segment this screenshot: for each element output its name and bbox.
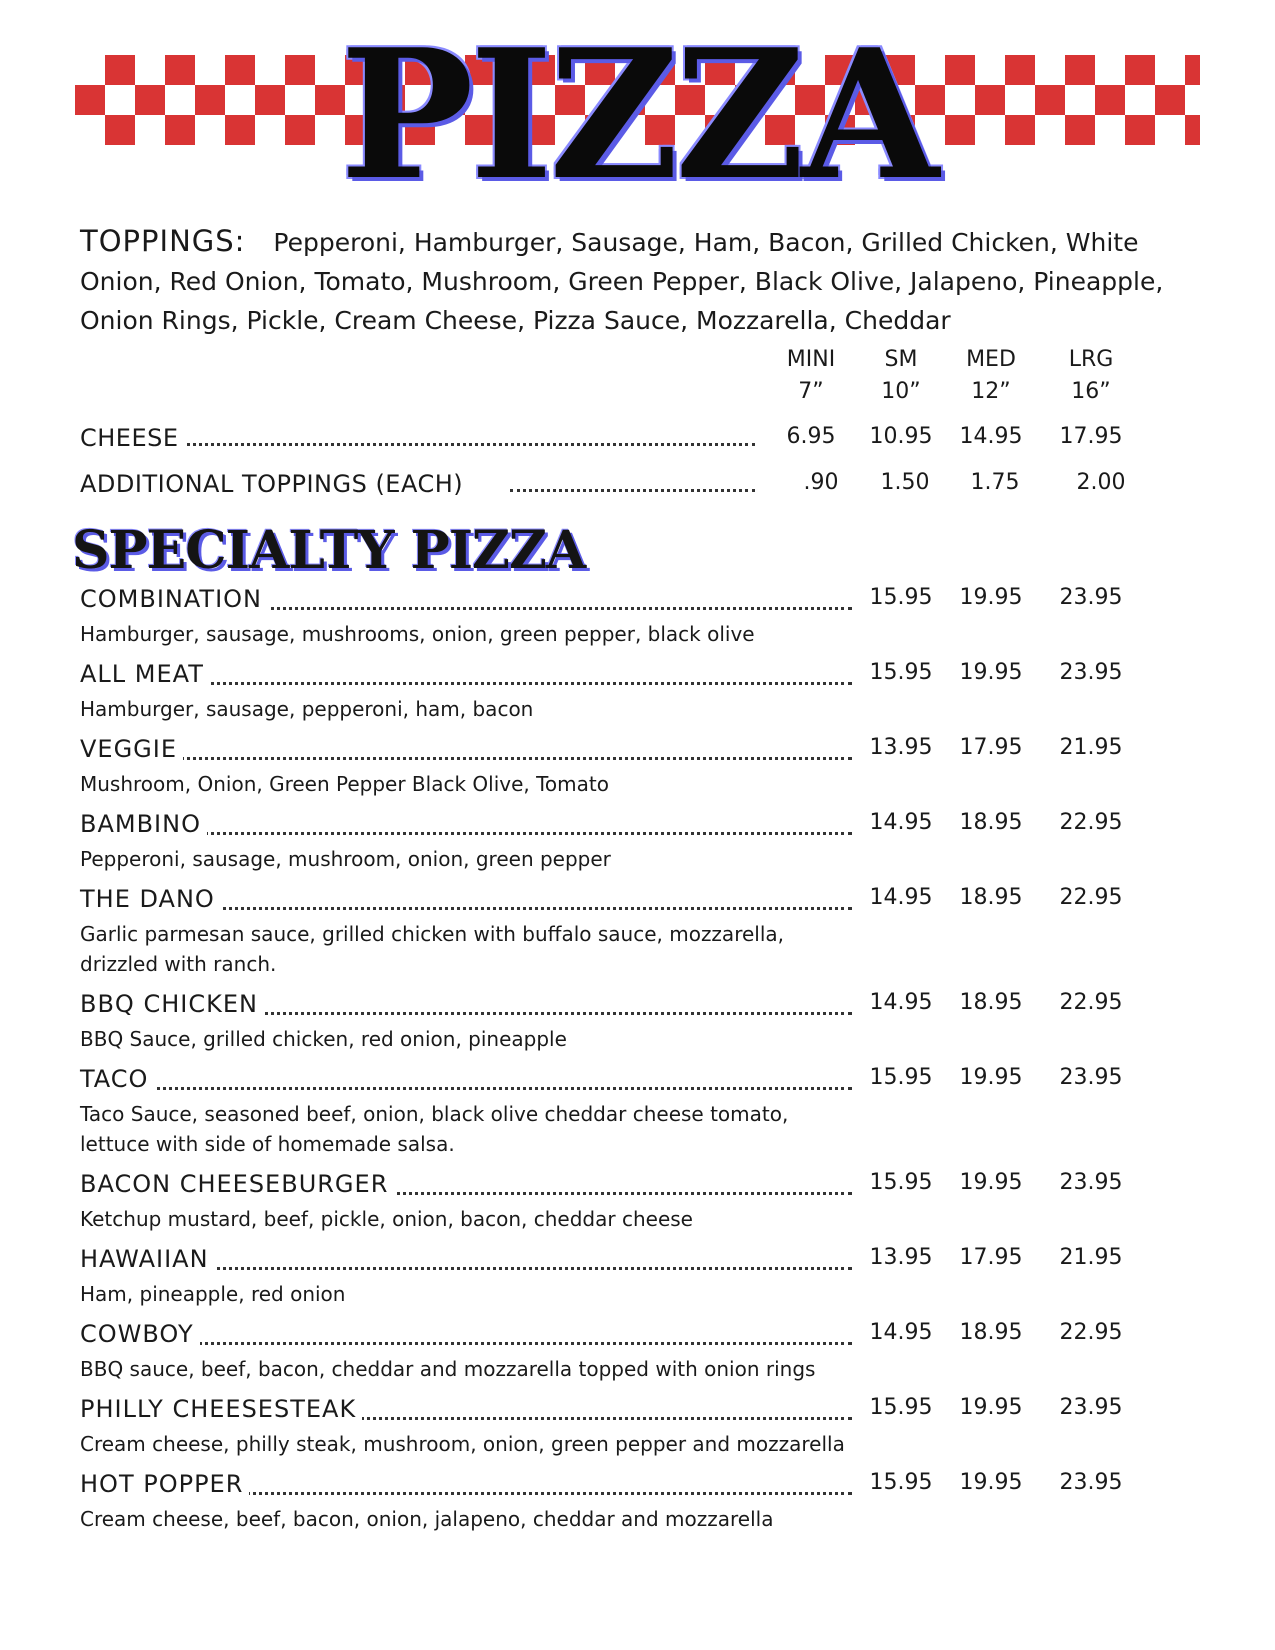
item-description: Hamburger, sausage, pepperoni, ham, bacon	[80, 697, 534, 721]
dot-leader	[120, 757, 852, 760]
size-name: SM	[884, 347, 918, 372]
item-name: COMBINATION	[80, 585, 268, 613]
specialty-item	[80, 990, 1220, 1054]
size-inches: 16”	[1071, 379, 1111, 404]
dot-leader	[180, 443, 755, 446]
item-name: BBQ CHICKEN	[80, 990, 264, 1018]
price-sm: 10.95	[869, 424, 933, 449]
item-header	[80, 1470, 1220, 1502]
item-header	[80, 810, 1220, 842]
price-sm: 15.95	[869, 660, 933, 685]
price-med: 17.95	[959, 1245, 1023, 1270]
toppings-section	[80, 222, 1210, 340]
dot-leader	[120, 1087, 852, 1090]
specialty-item	[80, 1470, 1220, 1534]
item-header	[80, 1320, 1220, 1352]
specialty-item	[80, 1170, 1220, 1234]
specialty-item	[80, 1245, 1220, 1309]
item-name: TACO	[80, 1065, 154, 1093]
item-name: PHILLY CHEESESTEAK	[80, 1395, 362, 1423]
dot-leader	[120, 1267, 852, 1270]
specialty-heading: SPECIALTY PIZZA	[72, 520, 586, 581]
item-description: Cream cheese, philly steak, mushroom, onion, green pepper and mozzarella	[80, 1432, 845, 1456]
item-name: VEGGIE	[80, 735, 183, 763]
size-header-sm	[856, 344, 946, 408]
price-sm: 15.95	[869, 585, 933, 610]
dot-leader	[120, 1342, 852, 1345]
item-description: Pepperoni, sausage, mushroom, onion, green pepper	[80, 847, 611, 871]
item-header	[80, 1395, 1220, 1427]
price-sm: 15.95	[869, 1170, 933, 1195]
toppings-list: Pepperoni, Hamburger, Sausage, Ham, Bacon, Grilled Chicken, White Onion, Red Onion, Tomato, Mushroom, Green Pepper, Black Olive, Jalapeno, Pineapple, Onion Rings, Pickle, Cream Cheese, Pizza Sauce, Mozzarella, Cheddar	[80, 228, 1164, 335]
price-med: 18.95	[959, 1320, 1023, 1345]
price-lrg: 23.95	[1059, 585, 1123, 610]
item-description: Ham, pineapple, red onion	[80, 1282, 346, 1306]
specialty-item	[80, 660, 1220, 724]
toppings-label: TOPPINGS:	[80, 224, 246, 258]
size-header-med	[946, 344, 1036, 408]
price-med: 18.95	[959, 885, 1023, 910]
price-med: 17.95	[959, 735, 1023, 760]
price-lrg: 23.95	[1059, 1470, 1123, 1495]
item-header	[80, 735, 1220, 767]
item-description: Taco Sauce, seasoned beef, onion, black olive cheddar cheese tomato, lettuce with side of homemade salsa.	[80, 1102, 789, 1156]
item-header	[80, 885, 1220, 917]
size-inches: 7”	[798, 379, 824, 404]
price-sm: 14.95	[869, 1320, 933, 1345]
size-name: LRG	[1068, 347, 1114, 372]
item-name: BACON CHEESEBURGER	[80, 1170, 394, 1198]
item-description: Cream cheese, beef, bacon, onion, jalapeno, cheddar and mozzarella	[80, 1507, 774, 1531]
price-med: 19.95	[959, 1470, 1023, 1495]
price-sm: 14.95	[869, 810, 933, 835]
item-header	[80, 585, 1220, 617]
item-description: BBQ Sauce, grilled chicken, red onion, pineapple	[80, 1027, 567, 1051]
item-name: HAWAIIAN	[80, 1245, 215, 1273]
price-med: 19.95	[959, 585, 1023, 610]
price-lrg: 23.95	[1059, 1395, 1123, 1420]
item-header	[80, 990, 1220, 1022]
dot-leader	[120, 832, 852, 835]
price-sm: 14.95	[869, 990, 933, 1015]
specialty-item	[80, 585, 1220, 649]
specialty-item	[80, 810, 1220, 874]
item-header	[80, 1065, 1220, 1097]
size-inches: 10”	[881, 379, 921, 404]
price-lrg: 22.95	[1059, 990, 1123, 1015]
size-header-lrg	[1046, 344, 1136, 408]
item-name: HOT POPPER	[80, 1470, 249, 1498]
dot-leader	[510, 489, 755, 492]
price-med: 19.95	[959, 1395, 1023, 1420]
price-med: 18.95	[959, 810, 1023, 835]
price-med: 14.95	[959, 424, 1023, 449]
price-lrg: 23.95	[1059, 660, 1123, 685]
price-sm: 15.95	[869, 1065, 933, 1090]
specialty-item	[80, 1395, 1220, 1459]
item-name: ADDITIONAL TOPPINGS (EACH)	[80, 470, 467, 498]
item-name: CHEESE	[80, 424, 183, 452]
item-name: BAMBINO	[80, 810, 207, 838]
price-med: 19.95	[959, 1065, 1023, 1090]
price-sm: 14.95	[869, 885, 933, 910]
item-header	[80, 1245, 1220, 1277]
price-lrg: 22.95	[1059, 885, 1123, 910]
price-lrg: 2.00	[1076, 470, 1126, 495]
price-sm: 13.95	[869, 735, 933, 760]
price-lrg: 21.95	[1059, 1245, 1123, 1270]
dot-leader	[120, 682, 852, 685]
item-name: THE DANO	[80, 885, 221, 913]
size-header-mini	[766, 344, 856, 408]
price-med: 19.95	[959, 660, 1023, 685]
price-lrg: 17.95	[1059, 424, 1123, 449]
item-name: COWBOY	[80, 1320, 200, 1348]
item-description: Mushroom, Onion, Green Pepper Black Olive, Tomato	[80, 772, 609, 796]
specialty-item	[80, 1065, 1220, 1159]
price-mini: 6.95	[786, 424, 836, 449]
price-lrg: 21.95	[1059, 735, 1123, 760]
price-med: 1.75	[970, 470, 1020, 495]
item-description: BBQ sauce, beef, bacon, cheddar and mozzarella topped with onion rings	[80, 1357, 816, 1381]
price-sm: 1.50	[880, 470, 930, 495]
item-header	[80, 1170, 1220, 1202]
page-title: PIZZA	[339, 10, 936, 219]
price-lrg: 22.95	[1059, 1320, 1123, 1345]
price-sm: 15.95	[869, 1395, 933, 1420]
size-name: MINI	[786, 347, 836, 372]
size-name: MED	[966, 347, 1016, 372]
item-name: ALL MEAT	[80, 660, 210, 688]
item-description: Garlic parmesan sauce, grilled chicken with buffalo sauce, mozzarella, drizzled with ranch.	[80, 922, 785, 976]
dot-leader	[120, 907, 852, 910]
item-description: Hamburger, sausage, mushrooms, onion, green pepper, black olive	[80, 622, 755, 646]
price-lrg: 22.95	[1059, 810, 1123, 835]
item-description: Ketchup mustard, beef, pickle, onion, bacon, cheddar cheese	[80, 1207, 693, 1231]
specialty-item	[80, 885, 1220, 979]
price-sm: 15.95	[869, 1470, 933, 1495]
size-inches: 12”	[971, 379, 1011, 404]
price-lrg: 23.95	[1059, 1170, 1123, 1195]
specialty-item	[80, 1320, 1220, 1384]
price-mini: .90	[803, 470, 839, 495]
price-med: 19.95	[959, 1170, 1023, 1195]
item-header	[80, 660, 1220, 692]
specialty-item	[80, 735, 1220, 799]
price-med: 18.95	[959, 990, 1023, 1015]
price-lrg: 23.95	[1059, 1065, 1123, 1090]
price-sm: 13.95	[869, 1245, 933, 1270]
